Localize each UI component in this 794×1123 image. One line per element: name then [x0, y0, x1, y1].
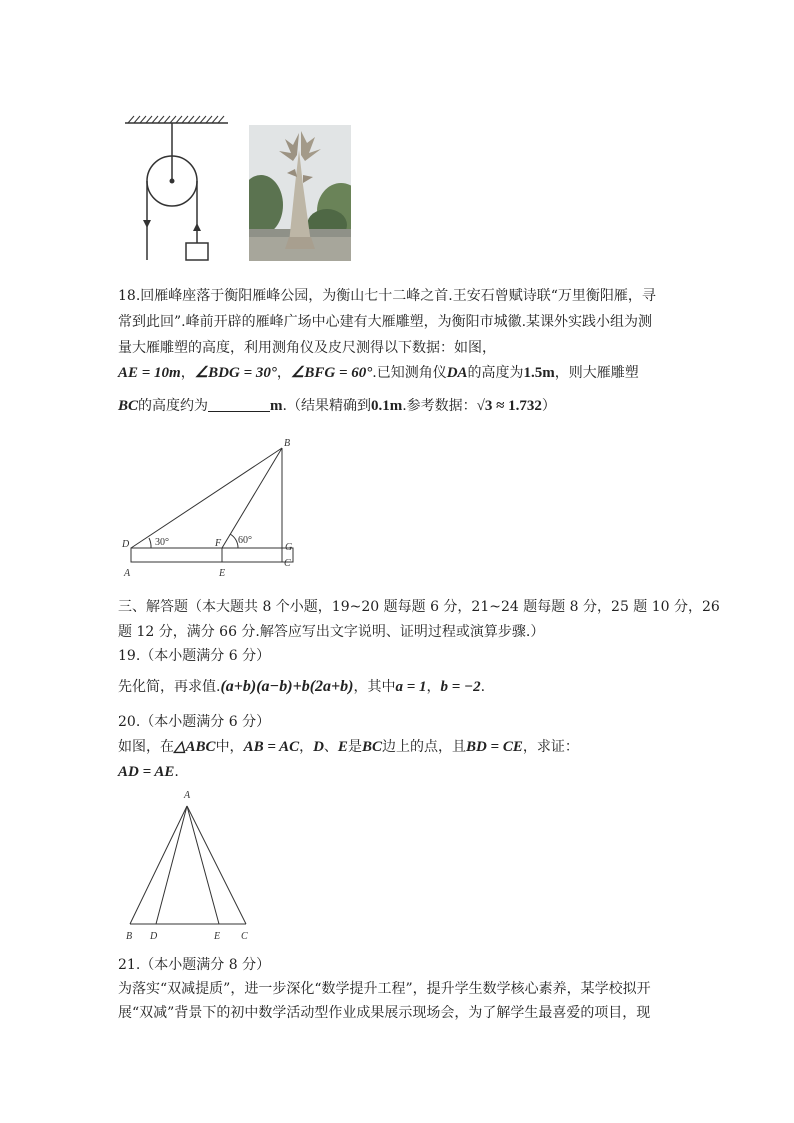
answer-blank[interactable]: [208, 397, 270, 412]
q20-prove: AD = AE.: [118, 764, 179, 780]
q21-line2: 展“双减”背景下的初中数学活动型作业成果展示现场会，为了解学生最喜爱的项目，现: [118, 1005, 651, 1021]
section3-line2: 题 12 分，满分 66 分.解答应写出文字说明、证明过程或演算步骤.）: [118, 624, 545, 640]
label-e: E: [214, 931, 221, 942]
label-a: A: [124, 568, 131, 579]
q18-line4: AE = 10m，∠BDG = 30°，∠BFG = 60°.已知测角仪DA的高度为1.5m，则大雁雕塑: [118, 365, 639, 381]
q19-expression: (a+b)(a−b)+b(2a+b): [220, 678, 354, 695]
q20-header: 20.（本小题满分 6 分）: [118, 714, 271, 730]
label-f: F: [215, 538, 222, 549]
q20-body: 如图，在△ABC中，AB = AC，D、E是BC边上的点，且BD = CE，求证：: [118, 739, 579, 755]
sculpture-photo: [249, 125, 351, 261]
label-d: D: [122, 539, 130, 550]
label-a: A: [184, 790, 191, 801]
pulley-figure: [120, 112, 232, 264]
label-e: E: [219, 568, 226, 579]
q18-line1: 18.回雁峰座落于衡阳雁峰公园，为衡山七十二峰之首.王安石曾赋诗联“万里衡阳雁，寻: [118, 288, 656, 304]
angle-30-label: 30°: [155, 537, 169, 548]
q18-angle-bfg: ∠BFG = 60°: [290, 365, 373, 381]
q18-angle-bdg: ∠BDG = 30°: [194, 365, 277, 381]
q21-line1: 为落实“双减提质”，进一步深化“数学提升工程”，提升学生数学核心素养，某学校拟开: [118, 981, 651, 997]
label-g: G: [285, 542, 293, 553]
q18-ae: AE = 10m: [118, 365, 181, 381]
q19-body: 先化简，再求值.(a+b)(a−b)+b(2a+b)，其中a = 1，b = −2.: [118, 678, 486, 695]
label-b: B: [284, 438, 291, 449]
angle-60-label: 60°: [238, 535, 252, 546]
label-b: B: [126, 931, 133, 942]
sqrt3-reference: √3 ≈ 1.732: [476, 398, 542, 414]
section3-line1: 三、解答题（本大题共 8 个小题，19~20 题每题 6 分，21~24 题每题 8 分，25 题 10 分，26: [118, 599, 720, 615]
q18-line3: 量大雁雕塑的高度，利用测角仪及皮尺测得以下数据：如图，: [118, 340, 496, 356]
label-c: C: [241, 931, 248, 942]
q19-header: 19.（本小题满分 6 分）: [118, 648, 271, 664]
label-c: C: [284, 558, 291, 569]
q18-line2: 常到此回”.峰前开辟的雁峰广场中心建有大雁雕塑，为衡阳市城徽.某课外实践小组为测: [118, 314, 653, 330]
figure-20: [118, 786, 258, 944]
q21-header: 21.（本小题满分 8 分）: [118, 957, 271, 973]
q18-line5: BC的高度约为 m.（结果精确到0.1m.参考数据：√3 ≈ 1.732）: [118, 398, 556, 414]
label-d: D: [150, 931, 158, 942]
figure-18: [118, 434, 308, 580]
